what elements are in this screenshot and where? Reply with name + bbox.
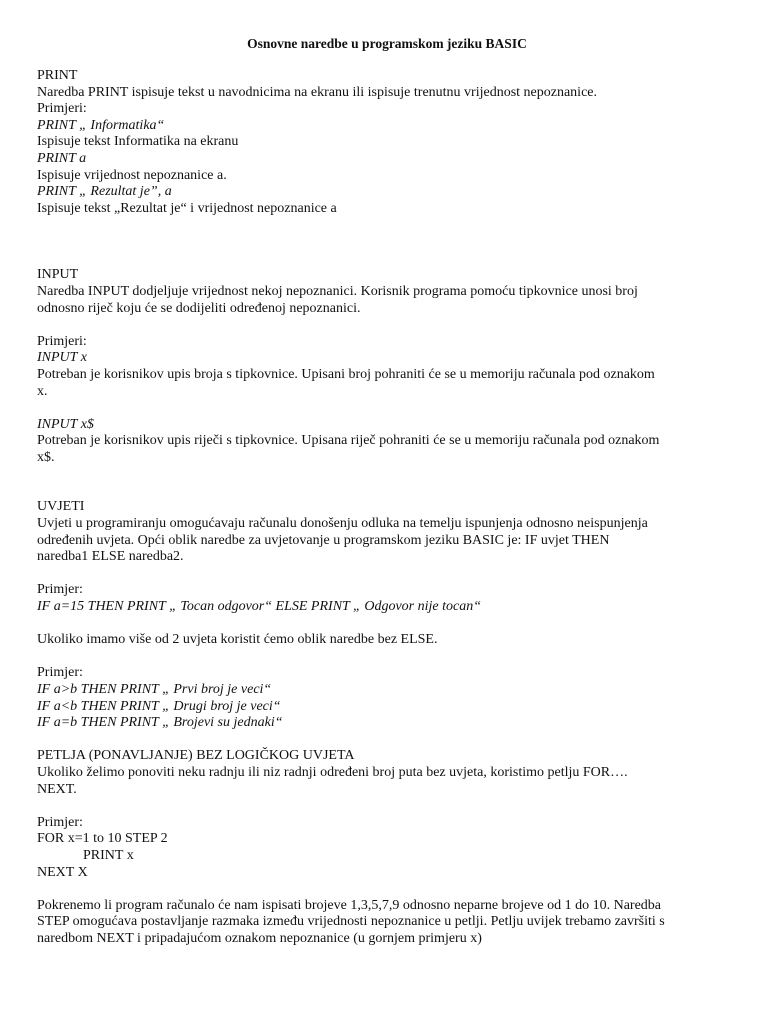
spacer [37, 616, 737, 633]
uvjeti-example-2-line-3: IF a=b THEN PRINT „ Brojevi su jednaki“ [37, 715, 283, 731]
uvjeti-example-2-label: Primjer: [37, 665, 83, 681]
input-example-1-desc-line-2: x. [37, 383, 48, 399]
section-uvjeti [37, 499, 737, 731]
document-title: Osnovne naredbe u programskom jeziku BASIC [247, 36, 527, 51]
petlja-description-line-1: Ukoliko želimo ponoviti neku radnju ili niz radnji određeni broj puta bez uvjeta, koristimo petlju FOR…. [37, 764, 628, 780]
petlja-outro-line-3: naredbom NEXT i pripadajućom oznakom nepoznanice (u gornjem primjeru x) [37, 930, 482, 946]
spacer [37, 317, 737, 334]
petlja-outro-line-2: STEP omogućava postavljanje razmaka između vrijednosti nepoznanice u petlji. Petlju uvijek trebamo završiti s [37, 914, 665, 930]
spacer [37, 798, 737, 815]
input-heading: INPUT [37, 267, 79, 283]
uvjeti-description-line-1: Uvjeti u programiranju omogućavaju računalu donošenju odluka na temelju ispunjenja odnosno neispunjenja [37, 516, 648, 532]
input-example-1-desc-line-1: Potreban je korisnikov upis broja s tipkovnice. Upisani broj pohraniti će se u memoriju računala pod oznakom [37, 366, 655, 382]
section-print [37, 68, 737, 217]
spacer [37, 732, 737, 749]
petlja-heading: PETLJA (PONAVLJANJE) BEZ LOGIČKOG UVJETA [37, 748, 355, 764]
print-example-3-code: PRINT „ Rezultat je”, a [37, 184, 172, 200]
uvjeti-description-line-2: određenih uvjeta. Opći oblik naredbe za uvjetovanje u programskom jeziku BASIC je: IF uvjet THEN [37, 532, 610, 548]
print-examples-label: Primjeri: [37, 101, 87, 117]
uvjeti-heading: UVJETI [37, 499, 85, 515]
spacer [37, 566, 737, 583]
section-input [37, 267, 737, 466]
spacer [37, 217, 737, 267]
uvjeti-example-1-code: IF a=15 THEN PRINT „ Tocan odgovor“ ELSE PRINT „ Odgovor nije tocan“ [37, 599, 482, 615]
document-page [37, 36, 737, 948]
input-example-1-code: INPUT x [37, 350, 87, 366]
print-heading: PRINT [37, 68, 78, 83]
spacer [37, 400, 737, 417]
print-example-2-code: PRINT a [37, 150, 87, 166]
print-example-1-code: PRINT „ Informatika“ [37, 117, 165, 133]
petlja-outro-line-1: Pokrenemo li program računalo će nam ispisati brojeve 1,3,5,7,9 odnosno neparne brojeve od 1 do 10. Naredba [37, 897, 661, 913]
input-description-line-2: odnosno riječ koju će se dodijeliti određenoj nepoznanici. [37, 300, 361, 316]
uvjeti-example-label: Primjer: [37, 582, 83, 598]
input-examples-label: Primjeri: [37, 333, 87, 349]
petlja-code-line-1: FOR x=1 to 10 STEP 2 [37, 831, 168, 847]
uvjeti-example-2-line-2: IF a<b THEN PRINT „ Drugi broj je veci“ [37, 698, 281, 714]
input-description-line-1: Naredba INPUT dodjeljuje vrijednost nekoj nepoznanici. Korisnik programa pomoću tipkovnice unosi broj [37, 283, 638, 299]
spacer [37, 881, 737, 898]
input-example-2-desc-line-2: x$. [37, 449, 55, 465]
petlja-example-label: Primjer: [37, 814, 83, 830]
petlja-code-line-3: NEXT X [37, 864, 88, 880]
input-example-2-desc-line-1: Potreban je korisnikov upis riječi s tipkovnice. Upisana riječ pohraniti će se u memoriju računala pod oznakom [37, 433, 660, 449]
print-example-2-desc: Ispisuje vrijednost nepoznanice a. [37, 167, 227, 183]
section-petlja [37, 748, 737, 947]
spacer [37, 466, 737, 499]
uvjeti-description-line-3: naredba1 ELSE naredba2. [37, 549, 184, 565]
print-example-3-desc: Ispisuje tekst „Rezultat je“ i vrijednost nepoznanice a [37, 200, 337, 216]
petlja-description-line-2: NEXT. [37, 781, 77, 797]
spacer [37, 649, 737, 666]
print-description: Naredba PRINT ispisuje tekst u navodnicima na ekranu ili ispisuje trenutnu vrijednost nepoznanice. [37, 84, 597, 100]
uvjeti-note: Ukoliko imamo više od 2 uvjeta koristit ćemo oblik naredbe bez ELSE. [37, 632, 438, 648]
input-example-2-code: INPUT x$ [37, 416, 94, 432]
petlja-code-line-2: PRINT x [83, 847, 134, 863]
uvjeti-example-2-line-1: IF a>b THEN PRINT „ Prvi broj je veci“ [37, 682, 272, 697]
print-example-1-desc: Ispisuje tekst Informatika na ekranu [37, 134, 239, 150]
